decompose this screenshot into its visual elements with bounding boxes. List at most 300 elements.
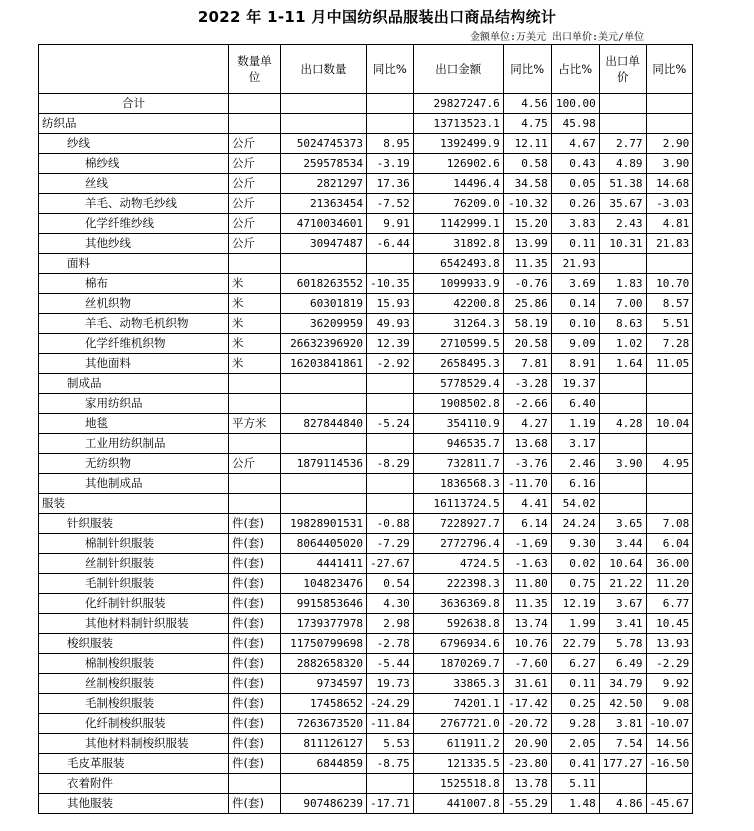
item-name: 羊毛、动物毛机织物 bbox=[39, 314, 229, 334]
amount-yoy-cell: -7.60 bbox=[503, 654, 551, 674]
unit-price-cell: 35.67 bbox=[599, 194, 646, 214]
quantity-cell: 4441411 bbox=[281, 554, 367, 574]
amount-cell: 42200.8 bbox=[413, 294, 503, 314]
amount-cell: 2658495.3 bbox=[413, 354, 503, 374]
amount-cell: 1870269.7 bbox=[413, 654, 503, 674]
item-name: 工业用纺织制品 bbox=[39, 434, 229, 454]
share-cell: 0.02 bbox=[551, 554, 599, 574]
unit-cell: 件(套) bbox=[229, 654, 281, 674]
unit-price-cell bbox=[599, 774, 646, 794]
unit-cell: 件(套) bbox=[229, 514, 281, 534]
share-cell: 6.40 bbox=[551, 394, 599, 414]
quantity-cell: 9915853646 bbox=[281, 594, 367, 614]
item-name: 棉纱线 bbox=[39, 154, 229, 174]
unit-cell: 公斤 bbox=[229, 194, 281, 214]
item-name: 毛皮革服装 bbox=[39, 754, 229, 774]
price-yoy-cell: 6.04 bbox=[646, 534, 693, 554]
price-yoy-cell: 4.95 bbox=[646, 454, 693, 474]
amount-cell: 16113724.5 bbox=[413, 494, 503, 514]
amount-cell: 5778529.4 bbox=[413, 374, 503, 394]
amount-yoy-cell: -17.42 bbox=[503, 694, 551, 714]
unit-cell: 件(套) bbox=[229, 554, 281, 574]
share-cell: 0.43 bbox=[551, 154, 599, 174]
amount-cell: 222398.3 bbox=[413, 574, 503, 594]
share-cell: 12.19 bbox=[551, 594, 599, 614]
amount-cell: 2710599.5 bbox=[413, 334, 503, 354]
price-yoy-cell: 21.83 bbox=[646, 234, 693, 254]
page-title: 2022 年 1-11 月中国纺织品服装出口商品结构统计 bbox=[197, 8, 557, 26]
header-row bbox=[39, 45, 693, 94]
share-cell: 21.93 bbox=[551, 254, 599, 274]
share-cell: 8.91 bbox=[551, 354, 599, 374]
amount-yoy-cell: 7.81 bbox=[503, 354, 551, 374]
unit-price-cell bbox=[599, 374, 646, 394]
unit-price-cell bbox=[599, 254, 646, 274]
price-yoy-cell: 11.20 bbox=[646, 574, 693, 594]
unit-price-cell bbox=[599, 114, 646, 134]
amount-cell: 126902.6 bbox=[413, 154, 503, 174]
quantity-cell bbox=[281, 254, 367, 274]
price-yoy-cell: 3.90 bbox=[646, 154, 693, 174]
item-name: 丝线 bbox=[39, 174, 229, 194]
quantity-cell bbox=[281, 494, 367, 514]
unit-price-cell: 177.27 bbox=[599, 754, 646, 774]
amount-yoy-cell: 4.27 bbox=[503, 414, 551, 434]
quantity-cell: 26632396920 bbox=[281, 334, 367, 354]
unit-cell bbox=[229, 474, 281, 494]
unit-price-cell bbox=[599, 494, 646, 514]
share-cell: 24.24 bbox=[551, 514, 599, 534]
unit-cell: 公斤 bbox=[229, 134, 281, 154]
item-name: 其他材料制针织服装 bbox=[39, 614, 229, 634]
unit-cell bbox=[229, 114, 281, 134]
price-yoy-cell: 14.56 bbox=[646, 734, 693, 754]
item-name: 化学纤维纱线 bbox=[39, 214, 229, 234]
unit-price-cell: 8.63 bbox=[599, 314, 646, 334]
quantity-cell: 6844859 bbox=[281, 754, 367, 774]
header-unit-price: 出口单价 bbox=[599, 45, 646, 94]
amount-yoy-cell: 31.61 bbox=[503, 674, 551, 694]
amount-yoy-cell: -23.80 bbox=[503, 754, 551, 774]
quantity-cell: 16203841861 bbox=[281, 354, 367, 374]
amount-cell: 7228927.7 bbox=[413, 514, 503, 534]
price-yoy-cell bbox=[646, 374, 693, 394]
table-row bbox=[39, 534, 693, 554]
unit-cell: 米 bbox=[229, 294, 281, 314]
table-row bbox=[39, 474, 693, 494]
quantity-cell: 5024745373 bbox=[281, 134, 367, 154]
price-yoy-cell: 10.04 bbox=[646, 414, 693, 434]
amount-yoy-cell: -0.76 bbox=[503, 274, 551, 294]
amount-yoy-cell: -3.76 bbox=[503, 454, 551, 474]
share-cell: 0.14 bbox=[551, 294, 599, 314]
unit-cell: 公斤 bbox=[229, 234, 281, 254]
amount-cell: 29827247.6 bbox=[413, 94, 503, 114]
unit-cell: 公斤 bbox=[229, 214, 281, 234]
quantity-yoy-cell: -7.29 bbox=[367, 534, 414, 554]
price-yoy-cell: 11.05 bbox=[646, 354, 693, 374]
header-quantity: 出口数量 bbox=[281, 45, 367, 94]
table-row bbox=[39, 294, 693, 314]
unit-cell bbox=[229, 394, 281, 414]
price-yoy-cell bbox=[646, 434, 693, 454]
unit-cell: 件(套) bbox=[229, 594, 281, 614]
quantity-cell: 7263673520 bbox=[281, 714, 367, 734]
table-row bbox=[39, 94, 693, 114]
unit-price-cell: 10.31 bbox=[599, 234, 646, 254]
quantity-yoy-cell: 9.91 bbox=[367, 214, 414, 234]
item-name: 其他纱线 bbox=[39, 234, 229, 254]
table-row bbox=[39, 194, 693, 214]
item-name: 其他制成品 bbox=[39, 474, 229, 494]
table-row bbox=[39, 434, 693, 454]
quantity-cell: 4710034601 bbox=[281, 214, 367, 234]
quantity-yoy-cell: 15.93 bbox=[367, 294, 414, 314]
table-row bbox=[39, 114, 693, 134]
quantity-cell: 1879114536 bbox=[281, 454, 367, 474]
quantity-yoy-cell: 19.73 bbox=[367, 674, 414, 694]
table-row bbox=[39, 174, 693, 194]
item-name: 合计 bbox=[39, 94, 229, 114]
unit-price-cell: 3.90 bbox=[599, 454, 646, 474]
amount-yoy-cell: 10.76 bbox=[503, 634, 551, 654]
price-yoy-cell bbox=[646, 114, 693, 134]
amount-cell: 31892.8 bbox=[413, 234, 503, 254]
quantity-yoy-cell: 12.39 bbox=[367, 334, 414, 354]
table-row bbox=[39, 654, 693, 674]
item-name: 针织服装 bbox=[39, 514, 229, 534]
amount-yoy-cell: 13.74 bbox=[503, 614, 551, 634]
amount-cell: 4724.5 bbox=[413, 554, 503, 574]
amount-yoy-cell: 12.11 bbox=[503, 134, 551, 154]
amount-cell: 441007.8 bbox=[413, 794, 503, 814]
share-cell: 54.02 bbox=[551, 494, 599, 514]
quantity-yoy-cell: 5.53 bbox=[367, 734, 414, 754]
item-name: 毛制梭织服装 bbox=[39, 694, 229, 714]
header-quantity-yoy: 同比% bbox=[367, 45, 414, 94]
amount-yoy-cell: 13.68 bbox=[503, 434, 551, 454]
amount-yoy-cell: 20.90 bbox=[503, 734, 551, 754]
table-body bbox=[39, 94, 693, 814]
share-cell: 4.67 bbox=[551, 134, 599, 154]
unit-price-cell: 3.44 bbox=[599, 534, 646, 554]
table-row bbox=[39, 394, 693, 414]
amount-cell: 354110.9 bbox=[413, 414, 503, 434]
amount-yoy-cell: 58.19 bbox=[503, 314, 551, 334]
unit-cell: 米 bbox=[229, 314, 281, 334]
table-row bbox=[39, 794, 693, 814]
item-name: 其他服装 bbox=[39, 794, 229, 814]
quantity-cell bbox=[281, 474, 367, 494]
unit-price-cell: 1.02 bbox=[599, 334, 646, 354]
amount-cell: 2767721.0 bbox=[413, 714, 503, 734]
quantity-cell: 21363454 bbox=[281, 194, 367, 214]
price-yoy-cell: 7.08 bbox=[646, 514, 693, 534]
quantity-yoy-cell: -27.67 bbox=[367, 554, 414, 574]
header-item bbox=[39, 45, 229, 94]
item-name: 衣着附件 bbox=[39, 774, 229, 794]
price-yoy-cell bbox=[646, 254, 693, 274]
amount-cell: 1099933.9 bbox=[413, 274, 503, 294]
quantity-yoy-cell bbox=[367, 474, 414, 494]
quantity-yoy-cell: -0.88 bbox=[367, 514, 414, 534]
quantity-cell: 6018263552 bbox=[281, 274, 367, 294]
share-cell: 2.46 bbox=[551, 454, 599, 474]
table-row bbox=[39, 334, 693, 354]
table-row bbox=[39, 734, 693, 754]
amount-cell: 3636369.8 bbox=[413, 594, 503, 614]
amount-yoy-cell: 4.41 bbox=[503, 494, 551, 514]
table-row bbox=[39, 594, 693, 614]
price-yoy-cell: 5.51 bbox=[646, 314, 693, 334]
quantity-yoy-cell: -10.35 bbox=[367, 274, 414, 294]
amount-cell: 611911.2 bbox=[413, 734, 503, 754]
share-cell: 9.30 bbox=[551, 534, 599, 554]
amount-cell: 1525518.8 bbox=[413, 774, 503, 794]
quantity-yoy-cell: 49.93 bbox=[367, 314, 414, 334]
amount-yoy-cell: 15.20 bbox=[503, 214, 551, 234]
unit-price-cell: 42.50 bbox=[599, 694, 646, 714]
unit-price-cell: 2.77 bbox=[599, 134, 646, 154]
price-yoy-cell: 9.08 bbox=[646, 694, 693, 714]
quantity-cell: 60301819 bbox=[281, 294, 367, 314]
share-cell: 3.17 bbox=[551, 434, 599, 454]
table-row bbox=[39, 414, 693, 434]
amount-cell: 1142999.1 bbox=[413, 214, 503, 234]
quantity-yoy-cell: -5.44 bbox=[367, 654, 414, 674]
unit-price-cell: 7.54 bbox=[599, 734, 646, 754]
quantity-cell: 259578534 bbox=[281, 154, 367, 174]
price-yoy-cell: 10.45 bbox=[646, 614, 693, 634]
share-cell: 45.98 bbox=[551, 114, 599, 134]
table-row bbox=[39, 574, 693, 594]
amount-yoy-cell: 13.78 bbox=[503, 774, 551, 794]
quantity-cell bbox=[281, 94, 367, 114]
share-cell: 1.99 bbox=[551, 614, 599, 634]
quantity-yoy-cell: -8.29 bbox=[367, 454, 414, 474]
amount-cell: 732811.7 bbox=[413, 454, 503, 474]
amount-cell: 76209.0 bbox=[413, 194, 503, 214]
unit-cell bbox=[229, 434, 281, 454]
quantity-yoy-cell: -11.84 bbox=[367, 714, 414, 734]
unit-price-cell: 34.79 bbox=[599, 674, 646, 694]
amount-yoy-cell: 11.35 bbox=[503, 254, 551, 274]
unit-cell: 米 bbox=[229, 274, 281, 294]
header-amount-yoy: 同比% bbox=[503, 45, 551, 94]
quantity-yoy-cell bbox=[367, 254, 414, 274]
table-row bbox=[39, 554, 693, 574]
unit-cell bbox=[229, 774, 281, 794]
item-name: 梭织服装 bbox=[39, 634, 229, 654]
item-name: 家用纺织品 bbox=[39, 394, 229, 414]
unit-price-cell: 3.67 bbox=[599, 594, 646, 614]
price-yoy-cell bbox=[646, 94, 693, 114]
price-yoy-cell: 8.57 bbox=[646, 294, 693, 314]
unit-cell: 件(套) bbox=[229, 754, 281, 774]
amount-yoy-cell: 25.86 bbox=[503, 294, 551, 314]
share-cell: 19.37 bbox=[551, 374, 599, 394]
unit-cell bbox=[229, 374, 281, 394]
quantity-cell: 104823476 bbox=[281, 574, 367, 594]
amount-cell: 1836568.3 bbox=[413, 474, 503, 494]
price-yoy-cell bbox=[646, 474, 693, 494]
amount-cell: 6542493.8 bbox=[413, 254, 503, 274]
item-name: 其他材料制梭织服装 bbox=[39, 734, 229, 754]
table-row bbox=[39, 774, 693, 794]
unit-cell: 件(套) bbox=[229, 614, 281, 634]
share-cell: 0.25 bbox=[551, 694, 599, 714]
quantity-cell bbox=[281, 114, 367, 134]
item-name: 棉制针织服装 bbox=[39, 534, 229, 554]
header-unit: 数量单位 bbox=[229, 45, 281, 94]
unit-cell: 件(套) bbox=[229, 694, 281, 714]
quantity-yoy-cell: -6.44 bbox=[367, 234, 414, 254]
price-yoy-cell: 14.68 bbox=[646, 174, 693, 194]
amount-cell: 1908502.8 bbox=[413, 394, 503, 414]
share-cell: 0.75 bbox=[551, 574, 599, 594]
quantity-cell bbox=[281, 774, 367, 794]
unit-note: 金额单位:万美元 出口单价:美元/单位 bbox=[470, 32, 645, 43]
header-price-yoy: 同比% bbox=[646, 45, 693, 94]
price-yoy-cell: -2.29 bbox=[646, 654, 693, 674]
amount-yoy-cell: -55.29 bbox=[503, 794, 551, 814]
amount-cell: 31264.3 bbox=[413, 314, 503, 334]
unit-cell: 件(套) bbox=[229, 794, 281, 814]
header-share: 占比% bbox=[551, 45, 599, 94]
share-cell: 100.00 bbox=[551, 94, 599, 114]
item-name: 面料 bbox=[39, 254, 229, 274]
amount-yoy-cell: 6.14 bbox=[503, 514, 551, 534]
price-yoy-cell: 4.81 bbox=[646, 214, 693, 234]
unit-price-cell: 10.64 bbox=[599, 554, 646, 574]
quantity-cell: 11750799698 bbox=[281, 634, 367, 654]
item-name: 服装 bbox=[39, 494, 229, 514]
quantity-cell: 811126127 bbox=[281, 734, 367, 754]
share-cell: 5.11 bbox=[551, 774, 599, 794]
amount-cell: 946535.7 bbox=[413, 434, 503, 454]
quantity-yoy-cell: 17.36 bbox=[367, 174, 414, 194]
table-row bbox=[39, 614, 693, 634]
amount-yoy-cell: 4.56 bbox=[503, 94, 551, 114]
table-row bbox=[39, 374, 693, 394]
unit-cell: 米 bbox=[229, 354, 281, 374]
item-name: 化纤制梭织服装 bbox=[39, 714, 229, 734]
quantity-yoy-cell: -5.24 bbox=[367, 414, 414, 434]
price-yoy-cell: 10.70 bbox=[646, 274, 693, 294]
unit-cell bbox=[229, 94, 281, 114]
amount-cell: 121335.5 bbox=[413, 754, 503, 774]
table-row bbox=[39, 514, 693, 534]
quantity-cell: 30947487 bbox=[281, 234, 367, 254]
table-row bbox=[39, 254, 693, 274]
quantity-yoy-cell: 8.95 bbox=[367, 134, 414, 154]
item-name: 毛制针织服装 bbox=[39, 574, 229, 594]
quantity-cell: 827844840 bbox=[281, 414, 367, 434]
price-yoy-cell: 36.00 bbox=[646, 554, 693, 574]
quantity-cell: 17458652 bbox=[281, 694, 367, 714]
share-cell: 1.48 bbox=[551, 794, 599, 814]
quantity-cell: 1739377978 bbox=[281, 614, 367, 634]
price-yoy-cell: -45.67 bbox=[646, 794, 693, 814]
amount-yoy-cell: 34.58 bbox=[503, 174, 551, 194]
amount-yoy-cell: -2.66 bbox=[503, 394, 551, 414]
amount-yoy-cell: -3.28 bbox=[503, 374, 551, 394]
share-cell: 0.11 bbox=[551, 234, 599, 254]
amount-cell: 74201.1 bbox=[413, 694, 503, 714]
item-name: 羊毛、动物毛纱线 bbox=[39, 194, 229, 214]
table-row bbox=[39, 154, 693, 174]
quantity-cell: 36209959 bbox=[281, 314, 367, 334]
amount-yoy-cell: -11.70 bbox=[503, 474, 551, 494]
quantity-yoy-cell: -24.29 bbox=[367, 694, 414, 714]
item-name: 纺织品 bbox=[39, 114, 229, 134]
quantity-cell bbox=[281, 394, 367, 414]
share-cell: 6.27 bbox=[551, 654, 599, 674]
header-amount: 出口金额 bbox=[413, 45, 503, 94]
quantity-yoy-cell: -2.92 bbox=[367, 354, 414, 374]
amount-yoy-cell: -10.32 bbox=[503, 194, 551, 214]
table-row bbox=[39, 354, 693, 374]
quantity-cell: 2821297 bbox=[281, 174, 367, 194]
quantity-yoy-cell bbox=[367, 94, 414, 114]
item-name: 无纺织物 bbox=[39, 454, 229, 474]
unit-cell: 平方米 bbox=[229, 414, 281, 434]
quantity-yoy-cell: -8.75 bbox=[367, 754, 414, 774]
amount-yoy-cell: -1.63 bbox=[503, 554, 551, 574]
share-cell: 9.28 bbox=[551, 714, 599, 734]
quantity-cell: 8064405020 bbox=[281, 534, 367, 554]
share-cell: 0.41 bbox=[551, 754, 599, 774]
amount-yoy-cell: -20.72 bbox=[503, 714, 551, 734]
quantity-cell: 2882658320 bbox=[281, 654, 367, 674]
table-row bbox=[39, 634, 693, 654]
unit-price-cell bbox=[599, 434, 646, 454]
share-cell: 0.10 bbox=[551, 314, 599, 334]
export-structure-table bbox=[38, 44, 693, 814]
unit-price-cell: 6.49 bbox=[599, 654, 646, 674]
table-row bbox=[39, 714, 693, 734]
amount-cell: 592638.8 bbox=[413, 614, 503, 634]
item-name: 其他面料 bbox=[39, 354, 229, 374]
unit-price-cell: 51.38 bbox=[599, 174, 646, 194]
unit-price-cell: 7.00 bbox=[599, 294, 646, 314]
amount-yoy-cell: 11.35 bbox=[503, 594, 551, 614]
table-row bbox=[39, 214, 693, 234]
quantity-yoy-cell bbox=[367, 394, 414, 414]
share-cell: 22.79 bbox=[551, 634, 599, 654]
unit-cell: 件(套) bbox=[229, 714, 281, 734]
item-name: 纱线 bbox=[39, 134, 229, 154]
quantity-cell bbox=[281, 434, 367, 454]
share-cell: 0.26 bbox=[551, 194, 599, 214]
unit-price-cell: 3.65 bbox=[599, 514, 646, 534]
amount-cell: 6796934.6 bbox=[413, 634, 503, 654]
unit-price-cell: 1.83 bbox=[599, 274, 646, 294]
share-cell: 0.11 bbox=[551, 674, 599, 694]
share-cell: 1.19 bbox=[551, 414, 599, 434]
item-name: 棉制梭织服装 bbox=[39, 654, 229, 674]
unit-price-cell: 3.41 bbox=[599, 614, 646, 634]
unit-cell: 公斤 bbox=[229, 454, 281, 474]
item-name: 丝机织物 bbox=[39, 294, 229, 314]
quantity-cell: 907486239 bbox=[281, 794, 367, 814]
quantity-cell bbox=[281, 374, 367, 394]
unit-cell: 件(套) bbox=[229, 634, 281, 654]
unit-price-cell: 1.64 bbox=[599, 354, 646, 374]
table-row bbox=[39, 234, 693, 254]
quantity-yoy-cell bbox=[367, 374, 414, 394]
quantity-yoy-cell: 0.54 bbox=[367, 574, 414, 594]
